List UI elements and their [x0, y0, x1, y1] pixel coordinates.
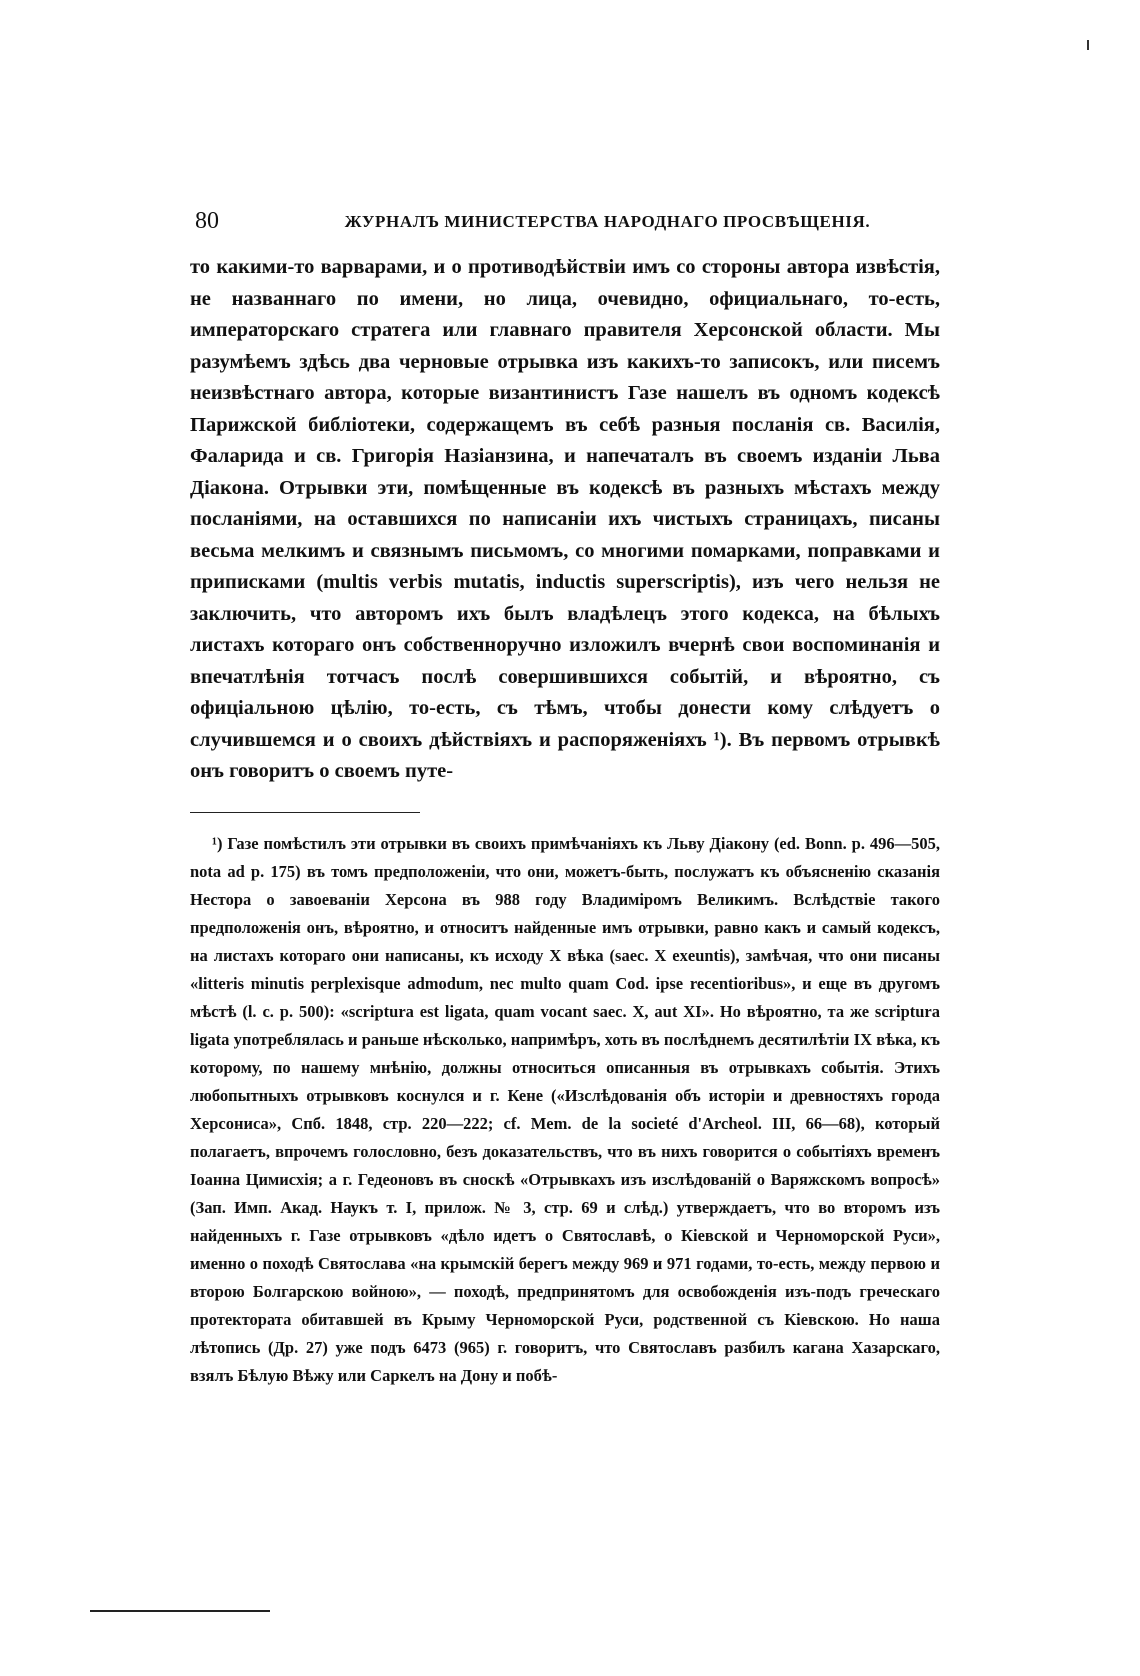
footnote: ¹) Газе помѣстилъ эти отрывки въ своихъ примѣчаніяхъ къ Льву Діакону (ed. Bonn. p. 496—505, nota ad p. 175) въ томъ предположеніи, что они, можетъ-быть, послужатъ къ объясненію сказанія Нестора о завоеваніи Херсона въ 988 году Владиміромъ Великимъ. Вслѣдствіе такого предположенія онъ, вѣроятно, и относитъ найденные имъ отрывки, равно какъ и самый кодексъ, на листахъ котораго они написаны, къ исходу X вѣка (saec. X exeuntis), замѣчая, что они писаны «litteris minutis perplexisque admodum, nec multo quam Cod. ipse recentioribus», и еще въ другомъ мѣстѣ (l. c. p. 500): «scriptura est ligata, quam vocant saec. X, aut XI». Но вѣроятно, та же scriptura ligata употреблялась и раньше нѣсколько, напримѣръ, хоть въ послѣднемъ десятилѣтіи IX вѣка, къ которому, по нашему мнѣнію, должны относиться описанныя въ отрывкахъ событія. Этихъ любопытныхъ отрывковъ коснулся и г. Кене («Изслѣдованія объ исторіи и древностяхъ города Херсониса», Спб. 1848, стр. 220—222; cf. Mem. de la societé d'Archeol. III, 66—68), который полагаетъ, впрочемъ голословно, безъ доказательствъ, что въ нихъ говорится о событіяхъ временъ Іоанна Цимисхія; а г. Гедеоновъ въ сноскѣ «Отрывкахъ изъ изслѣдованій о Варяжскомъ вопросѣ» (Зап. Имп. Акад. Наукъ т. I, прилож. № 3, стр. 69 и слѣд.) утверждаетъ, что во второмъ изъ найденныхъ г. Газе отрывковъ «дѣло идетъ о Святославѣ, о Кіевской и Черноморской Руси», именно о походѣ Святослава «на крымскій берегъ между 969 и 971 годами, то-есть, между первою и второю Болгарскою войною», — походѣ, предпринятомъ для освобожденія изъ-подъ греческаго протектората обитавшей въ Крыму Черноморской Руси, родственной съ Кіевскою. Но наша лѣтопись (Др. 27) уже подъ 6473 (965) г. говоритъ, что Святославъ разбилъ кагана Хазарскаго, взялъ Бѣлую Вѣжу или Саркелъ на Дону и побѣ- [190, 834, 940, 1385]
page-header [195, 206, 940, 236]
main-text: то какими-то варварами, и о противодѣйствіи имъ со стороны автора извѣстія, не названнаго по имени, но лица, очевидно, официальнаго, то-есть, императорскаго стратега или главнаго правителя Херсонской области. Мы разумѣемъ здѣсь два черновые отрывка изъ какихъ-то записокъ, или писемъ неизвѣстнаго автора, которые византинистъ Газе нашелъ въ одномъ кодексѣ Парижской библіотеки, содержащемъ въ себѣ разныя посланія св. Василія, Фаларида и св. Григорія Назіанзина, и напечаталъ въ своемъ изданіи Льва Діакона. Отрывки эти, помѣщенные въ кодексѣ въ разныхъ мѣстахъ между посланіями, на оставшихся по написаніи ихъ чистыхъ страницахъ, писаны весьма мелкимъ и связнымъ письмомъ, со многими помарками, поправками и приписками (multis verbis mutatis, inductis superscriptis), изъ чего нельзя не заключить, что авторомъ ихъ былъ владѣлецъ этого кодекса, на бѣлыхъ листахъ котораго онъ собственноручно изложилъ вчернѣ свои воспоминанія и впечатлѣнія тотчасъ послѣ совершившихся событій, и вѣроятно, съ офиціальною цѣлію, то-есть, съ тѣмъ, чтобы донести кому слѣдуетъ о случившемся и о своихъ дѣйствіяхъ и распоряженіяхъ ¹). Въ первомъ отрывкѣ онъ говоритъ о своемъ путе- [190, 256, 940, 782]
footnote-separator [190, 812, 420, 813]
running-title: ЖУРНАЛЪ МИНИСТЕРСТВА НАРОДНАГО ПРОСВѢЩЕНІЯ. [344, 212, 871, 231]
bottom-rule [90, 1610, 270, 1612]
page-number: 80 [195, 208, 219, 234]
margin-mark [1087, 40, 1089, 50]
